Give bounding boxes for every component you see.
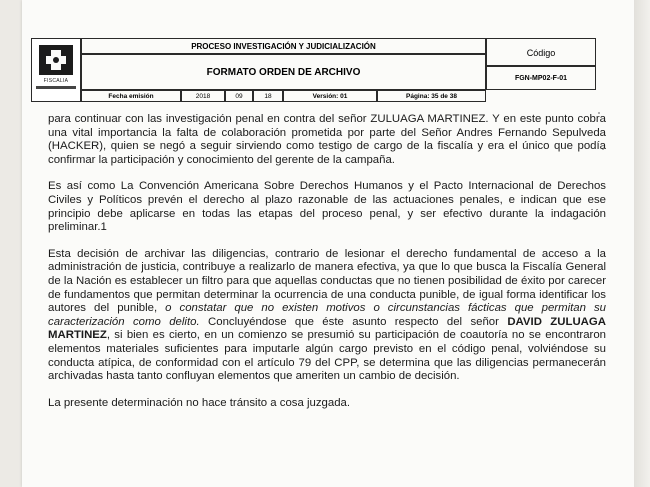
- text-run: , si bien es cierto, en un comienzo se presumió su participación de coautoría no se encontraron elementos materiales suficientes para imputarle algún cargo previsto en el código penal, volviéndose su conducta atípica, de conformidad con el artículo 79 del CPP, se determina que las diligencias permanecerán archivadas hasta tanto confluyan elementos que ameriten un cambio de decisión.: [48, 329, 606, 383]
- paragraph: Es así como La Convención Americana Sobre Derechos Humanos y el Pacto Internacional de Derechos Civiles y Políticos prevén el derecho al plazo razonable de las actuaciones penales, e indican que ese principio debe aplicarse en todas las etapas del proceso penal, y ser efectivo durante la indagación preliminar.1: [48, 180, 606, 234]
- logo-flag-bar: [36, 86, 76, 89]
- version-label: Versión: 01: [283, 90, 377, 102]
- code-value: FGN-MP02-F-01: [486, 66, 596, 90]
- paragraph: para continuar con las investigación penal en contra del señor ZULUAGA MARTINEZ. Y en este punto cobra una vital importancia la falta de colaboración prometida por parte del Señor Andres Fernando Sepulveda (HACKER), quien se negó a seguir sirviendo como testigo de cargo de la fiscalía y era el único que podía confirmar la participación y conocimiento del gerente de la campaña.: [48, 113, 606, 166]
- logo-cell: [31, 38, 81, 102]
- emission-day: 18: [253, 90, 283, 102]
- document-header-table: [31, 38, 596, 102]
- text-run: Concluyéndose que éste asunto respecto del señor: [199, 315, 508, 328]
- bold-name: DAVID ZULUAGA MARTINEZ: [48, 315, 606, 342]
- page-number: Página: 35 de 38: [377, 90, 486, 102]
- emission-month: 09: [225, 90, 253, 102]
- form-title: FORMATO ORDEN DE ARCHIVO: [81, 54, 486, 90]
- code-label: Código: [486, 38, 596, 66]
- paragraph: La presente determinación no hace tránsito a cosa juzgada.: [48, 396, 351, 409]
- paragraph: [48, 248, 606, 384]
- page-edge-shadow: [634, 0, 650, 487]
- emission-date-label: Fecha emisión: [81, 90, 181, 102]
- text-run: Esta decisión de archivar las diligencias, contrario de lesionar el derecho fundamental de acceso a la administración de justicia, contribuye a realizarlo de manera efectiva, ya que lo que busca la Fiscalía General de la Nación es establecer un filtro para que aquellas conductas que no tienen posibilidad de éxito por carecer de fundamentos que permitan determinar la ocurrencia de una conducta punible, de igual forma identificar los autores del punible,: [48, 247, 606, 315]
- emission-year: 2018: [181, 90, 225, 102]
- fiscalia-logo-icon: [39, 45, 73, 75]
- document-body: [48, 113, 606, 423]
- logo-text: FISCALIA: [43, 78, 69, 84]
- italic-text-run: o constatar que no existen motivos o circunstancias fácticas que permitan su caracterización como delito.: [48, 302, 607, 328]
- process-title: PROCESO INVESTIGACIÓN Y JUDICIALIZACIÓN: [81, 38, 486, 54]
